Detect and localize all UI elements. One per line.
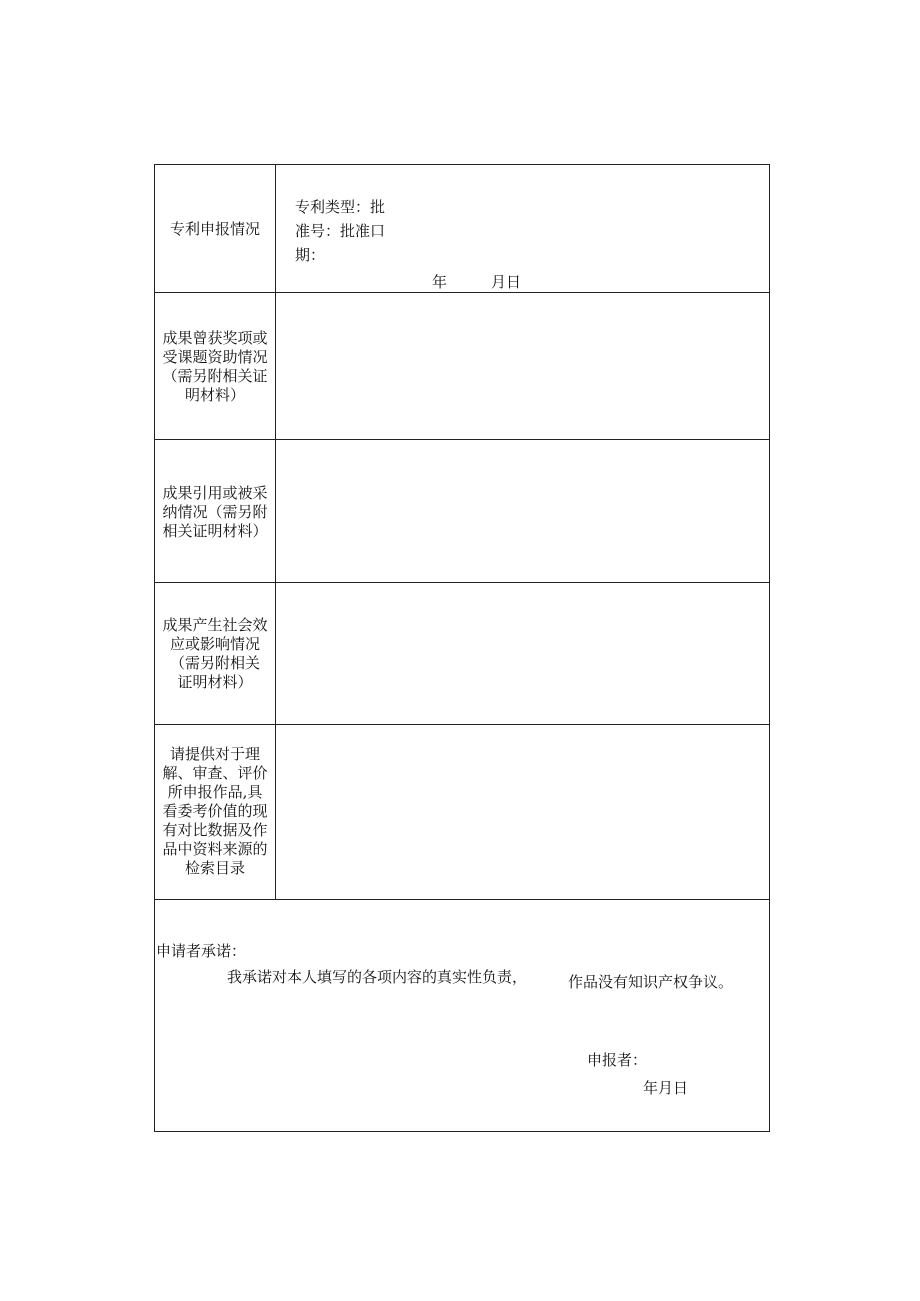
awards-value-cell[interactable] (276, 293, 770, 438)
signer-label: 申报者： (587, 1051, 648, 1069)
pledge-text-main: 我承诺对本人填写的各项内容的真实性负责， (227, 968, 528, 986)
signature-date: 年月日 (643, 1079, 689, 1097)
pledge-title: 申请者承诺： (156, 942, 247, 960)
references-label-line: 解、审查、评价 (162, 764, 268, 782)
patent-date-monthday: 月日 (491, 273, 522, 291)
row-divider (155, 899, 769, 900)
awards-label-line: （需另附相关证 (162, 367, 268, 385)
patent-type-line: 专利类型：批 (295, 198, 386, 216)
impact-label-line: 成果产生社会效 (162, 616, 268, 634)
awards-label-line: 明材料） (184, 386, 245, 404)
impact-label-line: 应或影响情况 (169, 635, 260, 653)
awards-label (155, 329, 275, 405)
references-label-line: 检索目录 (184, 859, 245, 877)
references-label (155, 745, 275, 878)
impact-value-cell[interactable] (276, 583, 770, 723)
impact-label-line: 证明材料） (177, 673, 253, 691)
patent-date-year: 年 (432, 273, 448, 291)
patent-label (155, 220, 275, 239)
citation-label-line: 成果引用或被采 (162, 484, 268, 502)
citation-value-cell[interactable] (276, 440, 770, 581)
patent-date-line: 期： (295, 246, 326, 264)
references-value-cell[interactable] (276, 725, 770, 898)
citation-label-line: 相关证明材料） (162, 522, 268, 540)
references-label-line: 有对比数据及作 (162, 821, 268, 839)
patent-number-line: 准号：批准口 (295, 222, 386, 240)
references-label-line: 品中资料来源的 (162, 840, 268, 858)
references-label-line: 看委考价值的现 (162, 802, 268, 820)
impact-label-line: （需另附相关 (169, 654, 260, 672)
citation-label (155, 484, 275, 541)
impact-label (155, 616, 275, 692)
pledge-text-tail: 作品没有知识产权争议。 (568, 973, 734, 991)
references-label-line: 请提供对于理 (169, 745, 260, 763)
patent-label-text: 专利申报情况 (169, 220, 260, 238)
application-form-table (154, 164, 770, 1132)
awards-label-line: 受课题资助情况 (162, 348, 268, 366)
references-label-line: 所申报作品,具 (167, 783, 263, 801)
citation-label-line: 纳情况（需另附 (162, 503, 268, 521)
awards-label-line: 成果曾获奖项或 (162, 329, 268, 347)
